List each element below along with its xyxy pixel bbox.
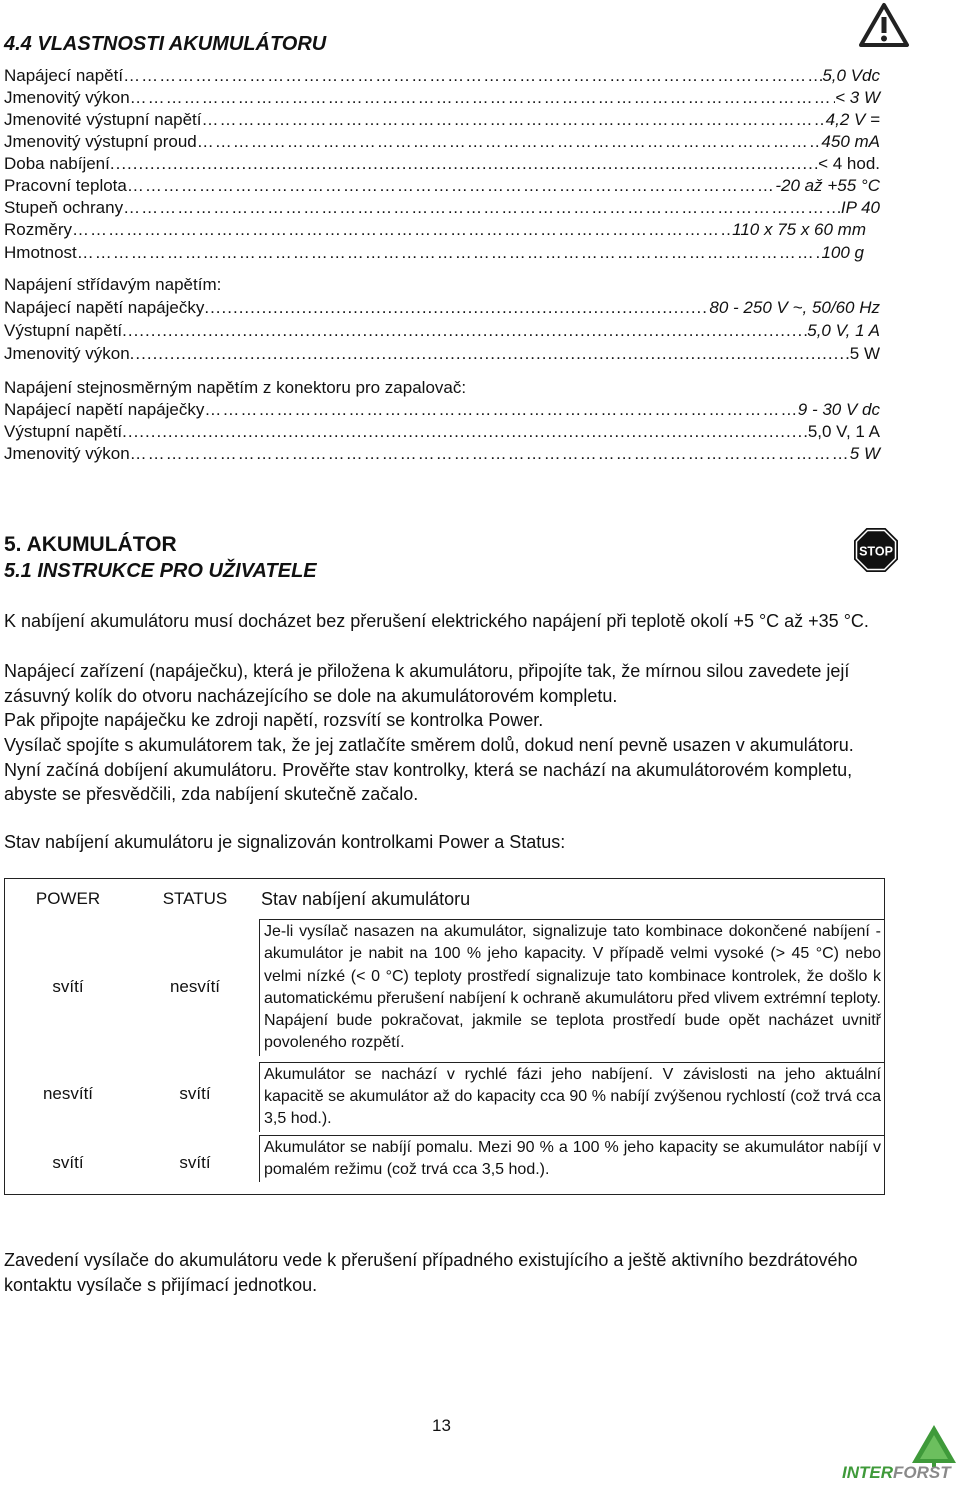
- paragraph: Vysílač spojíte s akumulátorem tak, že jej zatlačíte směrem dolů, dokud není pevně usazen v akumulátoru. Nyní začíná dobíjení akumulátoru. Prověřte stav kontrolky, která se nachází na akumulátorovém kompletu, abyste se přesvědčili, zda nabíjení skutečně začalo.: [4, 735, 854, 804]
- description-cell: Je-li vysílač nasazen na akumulátor, signalizuje tato kombinace dokončené nabíjení - akumulátor je nabit na 100 % jeho kapacity. V případě velmi vysoké (> 45 °C) nebo velmi nízké (< 0 °C) teploty prostředí signalizuje tato kombinace kontrolek, že došlo k automatickému přerušení nabíjení k ochraně akumulátoru před vlivem extrémní teploty. Napájení bude pokračovat, jakmile se teplota prostředí bude opět nacházet uvnitř povoleného rozpětí.: [259, 919, 884, 1056]
- leader-dots: [197, 131, 822, 153]
- spec-value: 80 - 250 V ~, 50/60 Hz: [709, 298, 880, 317]
- tree-logo-icon: [906, 1423, 958, 1467]
- description-cell: Akumulátor se nabíjí pomalu. Mezi 90 % a 100 % jeho kapacity se akumulátor nabíjí v pomalém režimu (což trvá cca 3,5 hod.).: [259, 1135, 884, 1183]
- spec-value: 5,0 Vdc: [822, 66, 880, 85]
- leader-dots: [130, 443, 850, 465]
- warning-icon: [858, 2, 910, 48]
- spec-label: Stupeň ochrany: [4, 198, 124, 217]
- spec-label: Pracovní teplota: [4, 176, 127, 195]
- description-cell: Akumulátor se nachází v rychlé fázi jeho nabíjení. V závislosti na jeho aktuální kapacitě se akumulátor až do kapacity cca 90 % nabíjí zvýšenou rychlostí (což trvá cca 3,5 hod.).: [259, 1062, 884, 1132]
- spec-value: -20 až +55 °C: [775, 176, 880, 195]
- charging-status-table: [4, 878, 885, 1195]
- spec-row: [4, 87, 880, 109]
- spec-row: [4, 242, 864, 264]
- section-heading: 5. AKUMULÁTOR: [4, 533, 177, 556]
- spec-row: [4, 131, 880, 153]
- status-cell: svítí: [179, 1083, 211, 1103]
- leader-dots: [204, 297, 709, 319]
- ac-row: [4, 297, 880, 319]
- spec-value: 450 mA: [821, 132, 880, 151]
- spec-value: 9 - 30 V dc: [797, 400, 880, 419]
- spec-value: 4,2 V =: [825, 110, 880, 129]
- paragraph: Pak připojte napáječku ke zdroji napětí, rozsvítí se kontrolka Power.: [4, 710, 544, 730]
- spec-row: [4, 65, 880, 87]
- spec-value: 5 W: [849, 444, 880, 463]
- leader-dots: [72, 219, 732, 241]
- section-title: 4.4 VLASTNOSTI AKUMULÁTORU: [4, 33, 327, 55]
- spec-label: Výstupní napětí: [4, 321, 123, 340]
- spec-value: 5,0 V, 1 A: [807, 422, 880, 441]
- spec-value: IP 40: [840, 198, 880, 217]
- spec-value: < 3 W: [835, 88, 880, 107]
- table-header-row: [5, 879, 885, 920]
- leader-dots: [127, 175, 776, 197]
- spec-value: 110 x 75 x 60 mm: [732, 220, 866, 239]
- ac-heading: Napájení střídavým napětím:: [4, 275, 222, 294]
- power-cell: svítí: [52, 1152, 84, 1172]
- paragraph: Napájecí zařízení (napáječku), která je přiložena k akumulátoru, připojíte tak, že mírnou silou zavedete její zásuvný kolík do otvoru nacházejícího se dole na akumulátorovém kompletu.: [4, 661, 850, 706]
- dc-row: [4, 421, 880, 443]
- leader-dots: [77, 242, 822, 264]
- leader-dots: [123, 197, 841, 219]
- column-header-power: POWER: [35, 888, 101, 908]
- spec-label: Jmenovitý výkon: [4, 344, 130, 363]
- column-header-description: Stav nabíjení akumulátoru: [261, 888, 471, 909]
- power-cell: nesvítí: [42, 1083, 94, 1103]
- spec-label: Napájecí napětí napáječky: [4, 298, 205, 317]
- leader-dots: [130, 87, 835, 109]
- spec-label: Rozměry: [4, 220, 73, 239]
- status-cell: nesvítí: [169, 977, 221, 997]
- leader-dots: [202, 109, 826, 131]
- spec-label: Jmenovitý výkon: [4, 444, 130, 463]
- spec-value: 100 g: [821, 243, 864, 262]
- leader-dots: [123, 65, 822, 87]
- logo-text-inter: INTER: [842, 1463, 893, 1482]
- spec-value: 5,0 V, 1 A: [807, 321, 880, 340]
- spec-label: Jmenovité výstupní napětí: [4, 110, 202, 129]
- stop-sign-icon: [853, 527, 899, 573]
- leader-dots: [122, 421, 808, 443]
- spec-label: Jmenovitý výkon: [4, 88, 130, 107]
- spec-row: [4, 219, 866, 241]
- ac-row: [4, 320, 880, 342]
- spec-row: [4, 197, 880, 219]
- leader-dots: [204, 399, 797, 421]
- interforst-logo: [842, 1423, 960, 1487]
- power-cell: svítí: [52, 977, 84, 997]
- spec-label: Doba nabíjení: [4, 154, 110, 173]
- status-cell: svítí: [179, 1152, 211, 1172]
- table-row: [5, 1056, 885, 1132]
- subsection-heading: 5.1 INSTRUKCE PRO UŽIVATELE: [4, 560, 317, 582]
- spec-label: Výstupní napětí: [4, 422, 123, 441]
- spec-label: Hmotnost: [4, 243, 77, 262]
- spec-row: [4, 109, 880, 131]
- dc-row: [4, 443, 880, 465]
- spec-row: [4, 153, 880, 175]
- leader-dots: [130, 343, 850, 365]
- stop-sign-label: STOP: [859, 544, 893, 559]
- spec-label: Napájecí napětí: [4, 66, 124, 85]
- page-number: 13: [432, 1416, 451, 1435]
- ac-row: [4, 343, 880, 365]
- paragraph: Stav nabíjení akumulátoru je signalizován kontrolkami Power a Status:: [4, 832, 566, 852]
- spec-value: < 4 hod.: [818, 154, 880, 173]
- dc-heading: Napájení stejnosměrným napětím z konektoru pro zapalovač:: [4, 378, 467, 397]
- column-header-status: STATUS: [162, 888, 228, 908]
- spec-value: 5 W: [849, 344, 880, 363]
- spec-row: [4, 175, 880, 197]
- leader-dots: [110, 153, 818, 175]
- table-row: [5, 1132, 885, 1195]
- dc-row: [4, 399, 880, 421]
- spec-label: Jmenovitý výstupní proud: [4, 132, 197, 151]
- table-row: [5, 919, 885, 1056]
- leader-dots: [122, 320, 807, 342]
- paragraph: Zavedení vysílače do akumulátoru vede k přerušení případného existujícího a ještě aktivního bezdrátového kontaktu vysílače s přijímací jednotkou.: [4, 1250, 858, 1295]
- spec-label: Napájecí napětí napáječky: [4, 400, 205, 419]
- logo-text-forst: FORST: [893, 1463, 951, 1482]
- paragraph: K nabíjení akumulátoru musí docházet bez přerušení elektrického napájení při teplotě okolí +5 °C až +35 °C.: [4, 611, 869, 631]
